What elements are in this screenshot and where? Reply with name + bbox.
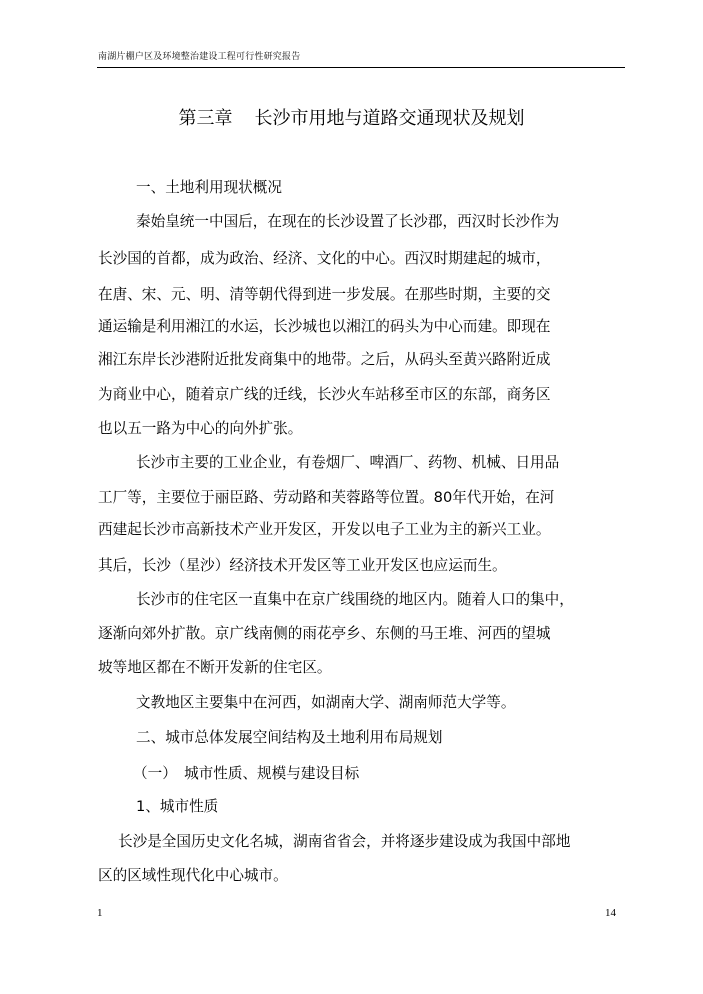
page-number: 14: [605, 907, 616, 919]
section-heading-2: 二、城市总体发展空间结构及土地利用布局规划: [136, 729, 443, 746]
section-heading-1: 一、土地利用现状概况: [136, 179, 282, 196]
paragraph-line: 坡等地区都在不断开发新的住宅区。: [98, 659, 332, 676]
paragraph-line: 区的区域性现代化中心城市。: [98, 867, 288, 884]
paragraph-line: 湘江东岸长沙港附近批发商集中的地带。之后，从码头至黄兴路附近成: [98, 351, 551, 368]
paragraph-line: 文教地区主要集中在河西，如湖南大学、湖南师范大学等。: [136, 694, 516, 711]
paragraph-line: 长沙市的住宅区一直集中在京广线围绕的地区内。随着人口的集中，: [136, 591, 574, 608]
paragraph-line: 逐渐向郊外扩散。京广线南侧的雨花亭乡、东侧的马王堆、河西的望城: [98, 625, 551, 642]
paragraph-line: 西建起长沙市高新技术产业开发区，开发以电子工业为主的新兴工业。: [98, 521, 551, 538]
item-heading: 1、城市性质: [136, 798, 219, 815]
paragraph-line: 其后，长沙（星沙）经济技术开发区等工业开发区也应运而生。: [98, 557, 507, 574]
paragraph-line: 秦始皇统一中国后，在现在的长沙设置了长沙郡，西汉时长沙作为: [136, 213, 560, 230]
paragraph-line: 通运输是利用湘江的水运，长沙城也以湘江的码头为中心而建。即现在: [98, 318, 551, 335]
chapter-title: [0, 106, 703, 132]
paragraph-line: 长沙国的首都，成为政治、经济、文化的中心。西汉时期建起的城市，: [98, 250, 551, 267]
running-header: 南湖片棚户区及环境整治建设工程可行性研究报告: [98, 52, 301, 62]
footer-left-number: 1: [97, 907, 103, 919]
paragraph-line: 长沙市主要的工业企业，有卷烟厂、啤酒厂、药物、机械、日用品: [136, 454, 560, 471]
chapter-number: 第三章: [178, 108, 233, 129]
paragraph-line: 工厂等，主要位于丽臣路、劳动路和芙蓉路等位置。80年代开始，在河: [98, 489, 555, 506]
header-rule: [97, 67, 625, 68]
paragraph-line: 也以五一路为中心的向外扩张。: [98, 420, 303, 437]
paragraph-line: 为商业中心，随着京广线的迁线，长沙火车站移至市区的东部，商务区: [98, 386, 551, 403]
chapter-title-text: 长沙市用地与道路交通现状及规划: [254, 108, 525, 129]
paragraph-line: 在唐、宋、元、明、清等朝代得到进一步发展。在那些时期，主要的交: [98, 286, 551, 303]
subsection-heading: （一） 城市性质、规模与建设目标: [133, 765, 360, 782]
paragraph-line: 长沙是全国历史文化名城，湖南省省会，并将逐步建设成为我国中部地: [118, 833, 571, 850]
